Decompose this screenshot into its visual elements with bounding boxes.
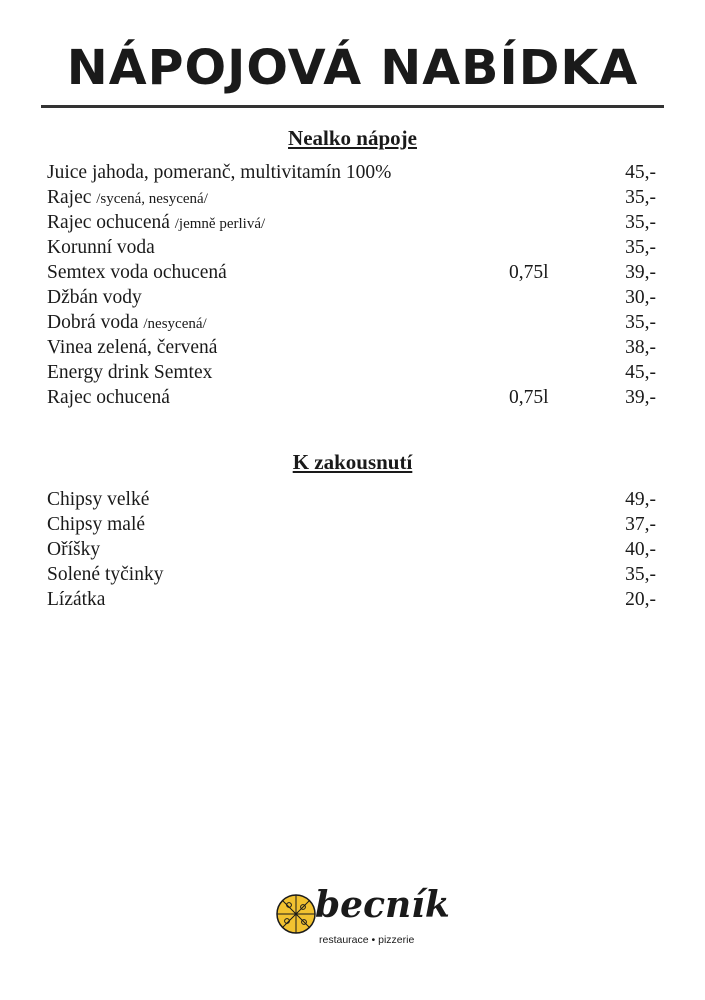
menu-item xyxy=(47,487,662,512)
item-price: 30,- xyxy=(625,287,656,308)
item-name: Rajec ochucená xyxy=(47,387,170,408)
menu-item xyxy=(47,210,662,235)
menu-item xyxy=(47,310,662,335)
menu-item xyxy=(47,512,662,537)
item-name: Rajec ochucená /jemně perlivá/ xyxy=(47,212,266,233)
item-name: Rajec /sycená, nesycená/ xyxy=(47,187,208,208)
item-note: /sycená, nesycená/ xyxy=(96,191,208,207)
logo-tagline: restaurace • pizzerie xyxy=(319,934,415,946)
menu-item xyxy=(47,537,662,562)
item-note: /nesycená/ xyxy=(143,316,207,332)
section-heading-zakousnuti: K zakousnutí xyxy=(292,450,413,474)
menu-item xyxy=(47,385,662,410)
item-name: Chipsy velké xyxy=(47,489,150,510)
menu-item xyxy=(47,335,662,360)
menu-list-zakousnuti xyxy=(47,487,662,612)
item-price: 35,- xyxy=(625,564,656,585)
item-price: 40,- xyxy=(625,539,656,560)
item-name: Oříšky xyxy=(47,539,101,560)
title-divider xyxy=(41,105,664,108)
menu-item xyxy=(47,160,662,185)
menu-item xyxy=(47,587,662,612)
menu-list-nealko xyxy=(47,160,662,410)
menu-item xyxy=(47,285,662,310)
section-heading-nealko: Nealko nápoje xyxy=(288,126,417,150)
item-volume: 0,75l xyxy=(509,387,549,408)
item-name: Chipsy malé xyxy=(47,514,146,535)
page-title: NÁPOJOVÁ NABÍDKA xyxy=(66,40,639,96)
item-price: 45,- xyxy=(625,362,656,383)
item-price: 35,- xyxy=(625,187,656,208)
item-price: 38,- xyxy=(625,337,656,358)
menu-item xyxy=(47,562,662,587)
item-name: Energy drink Semtex xyxy=(47,362,213,383)
item-volume: 0,75l xyxy=(509,262,549,283)
item-name: Juice jahoda, pomeranč, multivitamín 100% xyxy=(47,162,392,183)
item-price: 49,- xyxy=(625,489,656,510)
restaurant-logo xyxy=(275,884,450,952)
item-price: 39,- xyxy=(625,387,656,408)
item-price: 20,- xyxy=(625,589,656,610)
item-name: Džbán vody xyxy=(47,287,142,308)
item-price: 39,- xyxy=(625,262,656,283)
item-name: Vinea zelená, červená xyxy=(47,337,218,358)
item-name: Dobrá voda /nesycená/ xyxy=(47,312,207,333)
item-price: 35,- xyxy=(625,212,656,233)
item-price: 45,- xyxy=(625,162,656,183)
item-name: Solené tyčinky xyxy=(47,564,164,585)
item-price: 35,- xyxy=(625,237,656,258)
pizza-icon xyxy=(275,893,317,935)
item-name: Korunní voda xyxy=(47,237,155,258)
item-name: Lízátka xyxy=(47,589,106,610)
item-note: /jemně perlivá/ xyxy=(174,216,266,232)
menu-item xyxy=(47,260,662,285)
item-price: 37,- xyxy=(625,514,656,535)
item-name: Semtex voda ochucená xyxy=(47,262,227,283)
item-price: 35,- xyxy=(625,312,656,333)
logo-brand-name: becník xyxy=(315,884,450,926)
menu-item xyxy=(47,185,662,210)
menu-item xyxy=(47,235,662,260)
menu-item xyxy=(47,360,662,385)
